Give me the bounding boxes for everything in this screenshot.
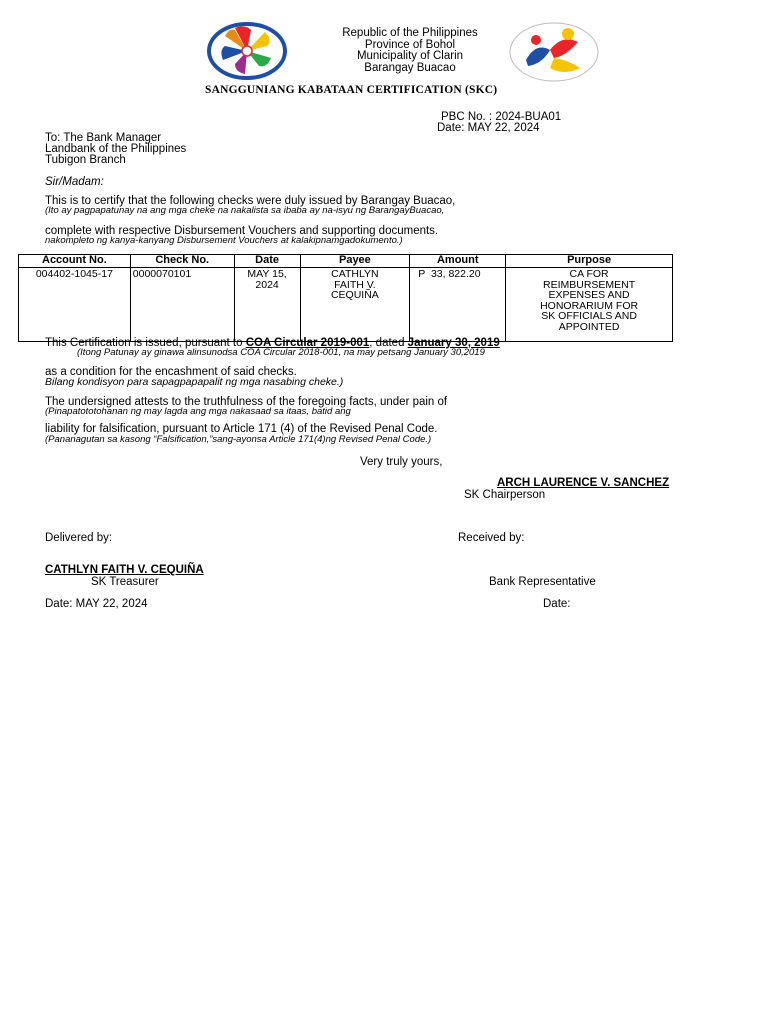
condition-translation: Bilang kondisyon para sapagpapapalit ng mga nasabing cheke.): [45, 376, 344, 388]
checks-table: [18, 254, 673, 342]
header-amount: Amount: [410, 255, 506, 268]
addressee-bank: Landbank of the Philippines: [45, 143, 187, 155]
letterhead: [300, 28, 520, 74]
document-title: SANGGUNIANG KABATAAN CERTIFICATION (SKC): [205, 84, 498, 96]
delivered-date: Date: MAY 22, 2024: [45, 598, 148, 610]
treasurer-title: SK Treasurer: [91, 576, 159, 588]
province-line: Province of Bohol: [364, 38, 456, 51]
cell-purpose-line4: HONORARIUM FOR: [540, 299, 639, 312]
cell-purpose-line3: EXPENSES AND: [548, 289, 630, 301]
cert-prefix: This Certification is issued, pursuant to: [45, 337, 246, 349]
received-date: Date:: [543, 598, 571, 610]
received-label: Received by:: [458, 532, 525, 544]
delivered-label: Delivered by:: [45, 532, 113, 544]
sk-logo-icon: [506, 20, 602, 87]
cell-check-no: 0000070101: [130, 268, 234, 342]
barangay-seal-icon: [205, 20, 289, 85]
header-account-no: Account No.: [19, 255, 131, 268]
addressee-branch: Tubigon Branch: [45, 154, 126, 166]
cell-payee-line1: CATHLYN: [331, 268, 379, 280]
pbc-number: PBC No. : 2024-BUA01: [441, 111, 562, 123]
cell-purpose-line5: SK OFFICIALS AND: [541, 310, 637, 322]
cell-purpose-line6: APPOINTED: [558, 320, 620, 333]
cell-purpose-line2: REIMBURSEMENT: [543, 278, 636, 291]
liability-line: liability for falsification, pursuant to Article 171 (4) of the Revised Penal Code.: [45, 423, 438, 435]
table-row: [19, 268, 673, 342]
header-check-no: Check No.: [130, 255, 234, 268]
signatory-title: SK Chairperson: [464, 489, 546, 501]
attest-line: The undersigned attests to the truthfulness of the foregoing facts, under pain of: [45, 396, 448, 408]
cell-amount: P 33, 822.20: [410, 268, 506, 342]
certification-translation: (Itong Patunay ay ginawa alinsunodsa COA Circular 2018-001, na may petsang January 30,2019: [77, 347, 485, 358]
coa-circular: COA Circular 2019-001: [245, 337, 370, 349]
treasurer-name: CATHLYN FAITH V. CEQUIÑA: [45, 564, 204, 576]
cell-payee: [300, 268, 410, 342]
cell-date: [234, 268, 300, 342]
barangay-line: Barangay Buacao: [364, 61, 456, 74]
cell-purpose: [506, 268, 673, 342]
bank-representative-title: Bank Representative: [489, 576, 596, 588]
signatory-name: ARCH LAURENCE V. SANCHEZ: [497, 477, 670, 489]
addressee-to: To: The Bank Manager: [45, 132, 162, 144]
circular-date: January 30, 2019: [407, 337, 500, 349]
closing: Very truly yours,: [360, 456, 443, 468]
cell-purpose-line1: CA FOR: [569, 268, 609, 280]
document-date: Date: MAY 22, 2024: [437, 122, 540, 134]
body-paragraph-2-translation: nakompleto ng kanya-kanyang Disbursement Vouchers at kalakipnamgadokumento.): [45, 235, 403, 246]
liability-translation: (Pananagutan sa kasong “Falsification,”sang-ayonsa Article 171(4)ng Revised Penal Code.): [45, 434, 432, 445]
cell-payee-line2: FAITH V.: [334, 278, 376, 291]
cell-date-line2: 2024: [255, 278, 279, 291]
table-header-row: [19, 255, 673, 268]
header-payee: Payee: [300, 255, 410, 268]
cert-mid: , dated: [369, 337, 408, 349]
cell-date-line1: MAY 15,: [247, 268, 287, 280]
republic-line: Republic of the Philippines: [342, 27, 478, 39]
cell-account-no: 004402-1045-17: [19, 268, 131, 342]
body-paragraph-1: This is to certify that the following checks were duly issued by Barangay Buacao,: [45, 195, 456, 207]
salutation: Sir/Madam:: [45, 176, 104, 188]
cell-payee-line3: CEQUIÑA: [330, 289, 379, 301]
condition-line: as a condition for the encashment of said checks.: [45, 366, 297, 378]
body-paragraph-2: complete with respective Disbursement Vouchers and supporting documents.: [45, 225, 439, 237]
body-paragraph-1-translation: (Ito ay pagpapatunay na ang mga cheke na nakalista sa ibaba ay na-isyu ng BarangayBuacao,: [45, 205, 445, 216]
header-date: Date: [234, 255, 300, 268]
header-purpose: Purpose: [506, 255, 673, 268]
municipality-line: Municipality of Clarin: [356, 50, 464, 62]
attest-translation: (Pinapatototohanan ng may lagda ang mga nakasaad sa itaas, batid ang: [45, 406, 351, 417]
